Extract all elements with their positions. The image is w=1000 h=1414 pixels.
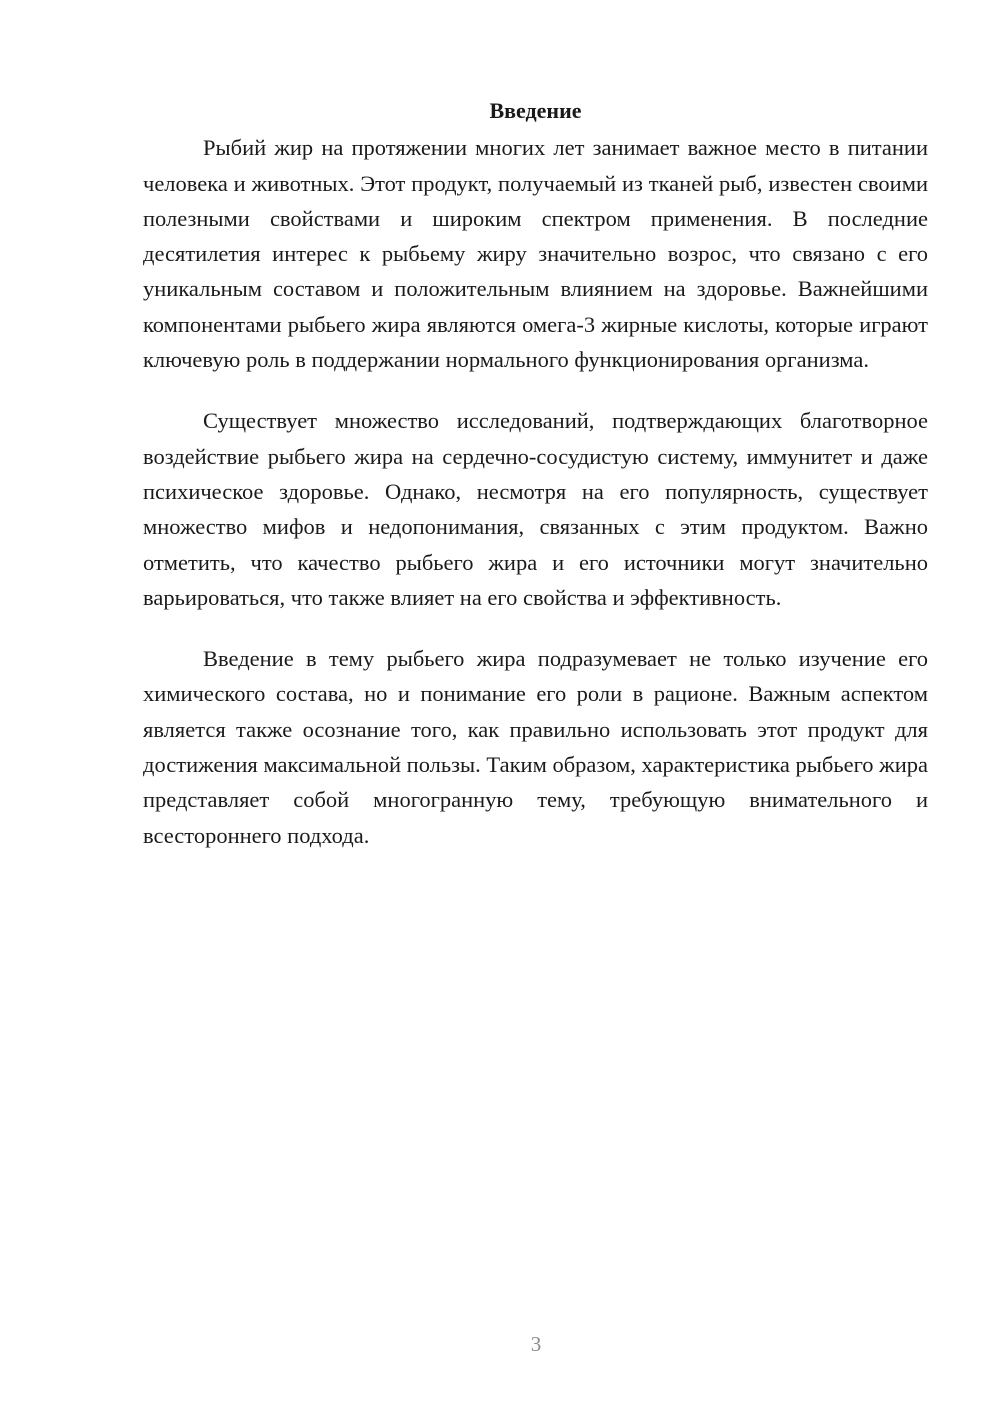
page-number: 3 (530, 1332, 542, 1356)
section-heading: Введение (489, 98, 582, 123)
page-body (143, 93, 928, 853)
paragraph-1: Рыбий жир на протяжении многих лет занимает важное место в питании человека и животных. Этот продукт, получаемый из тканей рыб, известен своими полезными свойствами и широким спектром применения. В последние десятилетия интерес к рыбьему жиру значительно возрос, что связано с его уникальным составом и положительным влиянием на здоровье. Важнейшими компонентами рыбьего жира являются омега-3 жирные кислоты, которые играют ключевую роль в поддержании нормального функционирования организма. (143, 135, 928, 373)
paragraph-2: Существует множество исследований, подтверждающих благотворное воздействие рыбьего жира на сердечно-сосудистую систему, иммунитет и даже психическое здоровье. Однако, несмотря на его популярность, существует множество мифов и недопонимания, связанных с этим продуктом. Важно отметить, что качество рыбьего жира и его источники могут значительно варьироваться, что также влияет на его свойства и эффективность. (143, 408, 928, 610)
paragraph-3: Введение в тему рыбьего жира подразумевает не только изучение его химического состава, но и понимание его роли в рационе. Важным аспектом является также осознание того, как правильно использовать этот продукт для достижения максимальной пользы. Таким образом, характеристика рыбьего жира представляет собой многогранную тему, требующую внимательного и всестороннего подхода. (143, 646, 928, 848)
